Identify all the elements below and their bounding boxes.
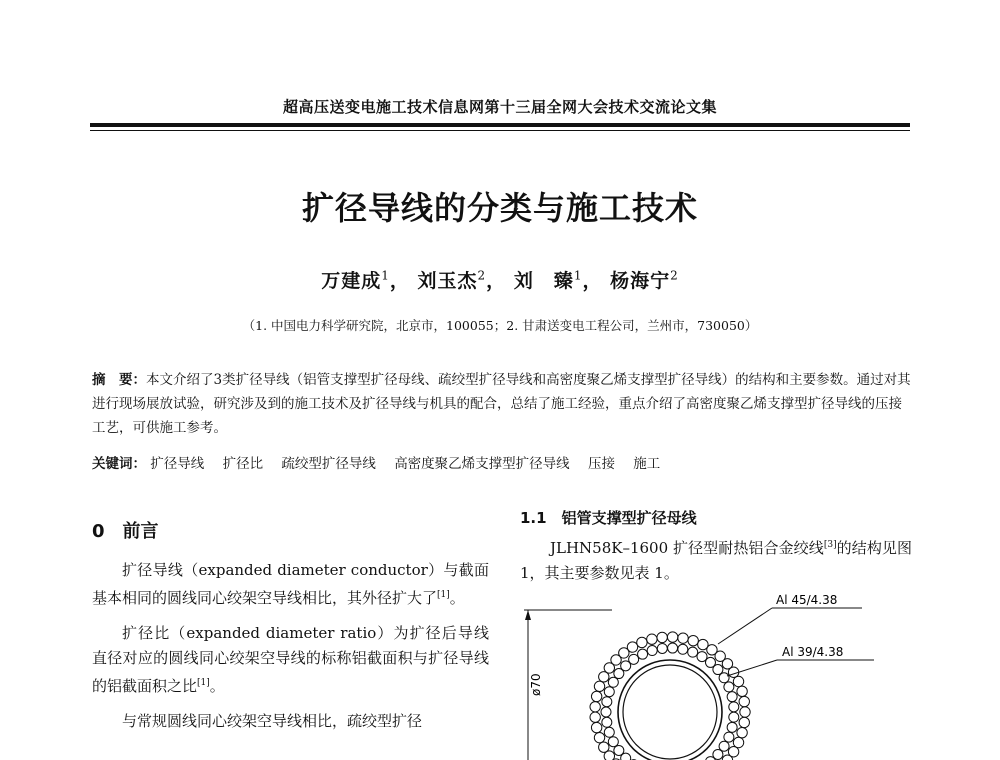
inner-strand: [604, 727, 614, 737]
author-list: [0, 266, 1000, 293]
outer-strand: [667, 632, 677, 642]
body-paragraph: [92, 558, 489, 611]
citation: [1]: [197, 678, 210, 688]
inner-strand: [647, 646, 657, 656]
leader-line-outer: [718, 608, 772, 644]
paragraph-text: 扩径导线（expanded diameter conductor）与截面基本相同的圆线同心绞架空导线相比，其外径扩大了: [92, 561, 489, 607]
outer-strand: [678, 633, 688, 643]
outer-strand: [637, 637, 647, 647]
outer-strand: [737, 727, 747, 737]
abstract-text: 本文介绍了3类扩径导线（铝管支撑型扩径母线、疏绞型扩径导线和高密度聚乙烯支撑型扩径导线）的结构和主要参数。通过对其进行现场展放试验，研究涉及到的施工技术及扩径导线与机具的配合，总结了施工经验，重点介绍了高密度聚乙烯支撑型扩径导线的压接工艺，可供施工参考。: [92, 372, 911, 436]
aluminum-support-tube-inner: [623, 665, 717, 759]
keyword: 施工: [633, 456, 661, 472]
keyword: 扩径比: [222, 456, 264, 472]
running-header: 超高压送变电施工技术信息网第十三届全网大会技术交流论文集: [282, 98, 717, 116]
inner-strand: [604, 687, 614, 697]
inner-strand: [602, 717, 612, 727]
affiliations: （1. 中国电力科学研究院，北京市，100055；2. 甘肃送变电工程公司，兰州市，730050）: [242, 318, 758, 333]
author-separator: ，: [389, 270, 410, 292]
paragraph-text: JLHN58K–1600 扩径型耐热铝合金绞线: [550, 539, 824, 557]
right-column: [520, 533, 912, 586]
abstract: [92, 368, 912, 440]
paper-title: 扩径导线的分类与施工技术: [301, 189, 698, 227]
strand-label-outer: Al 45/4.38: [776, 593, 838, 607]
author-affil-mark: 2: [670, 268, 679, 283]
inner-strand: [727, 722, 737, 732]
aluminum-support-tube-outer: [618, 660, 722, 760]
author-separator: ，: [486, 270, 507, 292]
paragraph-text: 与常规圆线同心绞架空导线相比，疏绞型扩径: [122, 712, 423, 730]
outer-strand: [590, 712, 600, 722]
outer-strand: [733, 676, 743, 686]
author-name: 刘 臻: [513, 270, 574, 292]
paragraph-tail: 。: [209, 677, 225, 695]
outer-strand: [599, 742, 609, 752]
dimension-arrow: [525, 610, 531, 620]
outer-strand: [590, 702, 600, 712]
outer-strand: [739, 717, 749, 727]
inner-strand: [688, 647, 698, 657]
outer-strand: [688, 635, 698, 645]
section-heading-1-1: 1.1 铝管支撑型扩径母线: [520, 509, 697, 527]
author-separator: ，: [582, 270, 603, 292]
inner-strand: [608, 737, 618, 747]
inner-strand: [601, 707, 611, 717]
inner-strand: [697, 652, 707, 662]
body-paragraph: [520, 533, 912, 586]
header-rule-thin: [90, 130, 910, 131]
inner-strand: [729, 712, 739, 722]
inner-strand: [724, 682, 734, 692]
citation: [1]: [437, 590, 450, 600]
body-paragraph: [92, 709, 489, 734]
inner-strand: [727, 692, 737, 702]
figure-1-conductor-cross-section: [522, 590, 902, 760]
author-name: 刘玉杰: [417, 270, 478, 292]
section-heading-0: 0 前言: [92, 521, 159, 542]
outer-strand: [739, 696, 749, 706]
inner-strand: [668, 643, 678, 653]
inner-strand: [729, 702, 739, 712]
outer-strand: [591, 722, 601, 732]
keywords-label: 关键词：: [92, 456, 146, 472]
inner-strand: [678, 644, 688, 654]
author-affil-mark: 1: [381, 268, 390, 283]
strand-rings: [590, 632, 750, 760]
outer-strand: [657, 632, 667, 642]
author-affil-mark: 1: [573, 268, 583, 283]
keyword: 扩径导线: [150, 456, 205, 472]
paragraph-tail: 。: [449, 589, 465, 607]
inner-strand: [614, 745, 624, 755]
outer-strand: [740, 707, 750, 717]
body-paragraph: [92, 621, 489, 699]
author-name: 杨海宁: [610, 270, 671, 292]
inner-strand: [638, 649, 648, 659]
outer-strand: [647, 634, 657, 644]
inner-strand: [608, 677, 618, 687]
keyword: 压接: [587, 456, 615, 472]
inner-strand: [724, 732, 734, 742]
inner-strand: [602, 697, 612, 707]
inner-strand: [657, 643, 667, 653]
left-column: [92, 558, 489, 744]
outer-strand: [627, 642, 637, 652]
outer-strand: [594, 732, 604, 742]
paragraph-text: 扩径比（expanded diameter ratio）为扩径后导线直径对应的圆线同心绞架空导线的标称铝截面积与扩径导线的铝截面积之比: [92, 624, 489, 695]
header-rule-thick: [90, 123, 910, 127]
dimension-label: ø70: [529, 673, 543, 696]
abstract-label: 摘 要：: [92, 372, 146, 388]
strand-label-inner: Al 39/4.38: [782, 645, 844, 659]
keyword: 疏绞型扩径导线: [281, 456, 376, 472]
leader-line-inner: [727, 660, 777, 676]
keyword: 高密度聚乙烯支撑型扩径导线: [394, 456, 570, 472]
outer-strand: [737, 686, 747, 696]
author-name: 万建成: [321, 270, 382, 292]
author-affil-mark: 2: [477, 268, 487, 283]
outer-strand: [733, 737, 743, 747]
outer-strand: [591, 691, 601, 701]
paragraph-tail: 的结构见图 1，其主要参数见表 1。: [520, 539, 912, 582]
outer-strand: [594, 681, 604, 691]
inner-strand: [719, 673, 729, 683]
citation: [3]: [823, 540, 837, 550]
keywords: [92, 452, 912, 472]
inner-strand: [629, 654, 639, 664]
